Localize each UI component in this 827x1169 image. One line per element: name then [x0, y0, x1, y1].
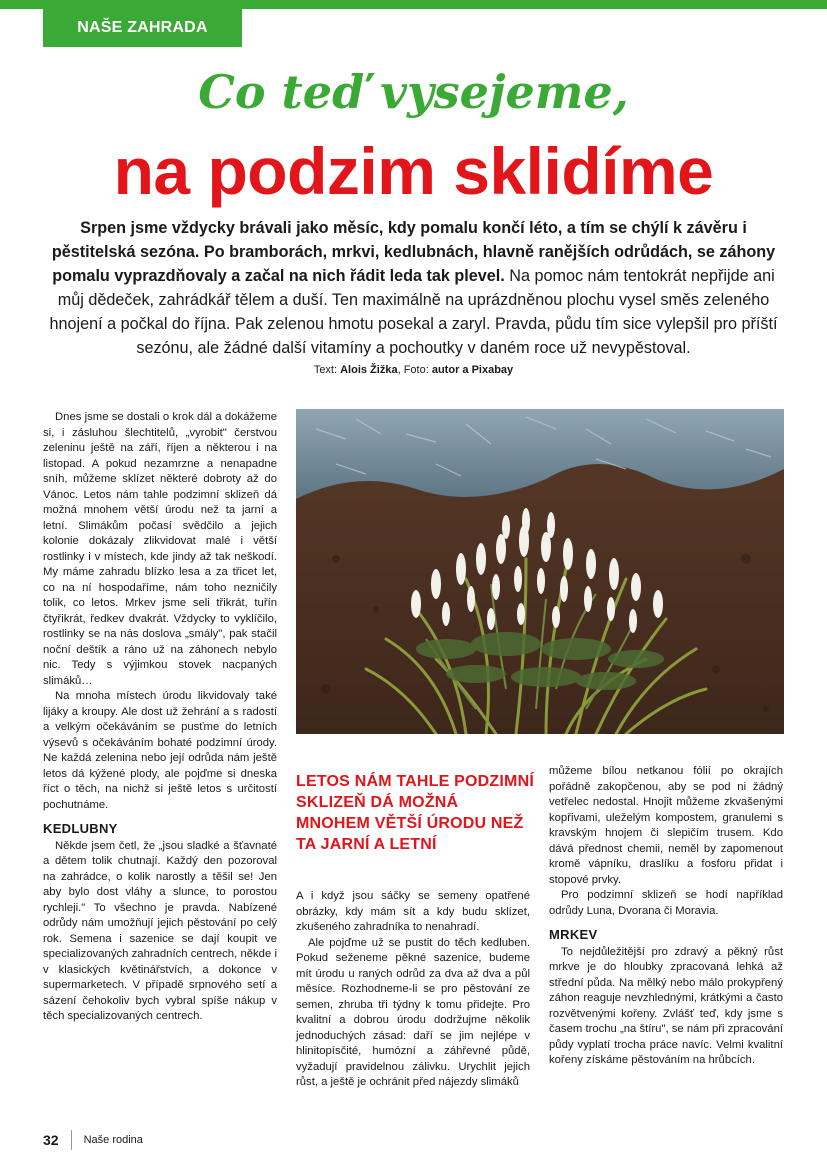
col2-paragraph-2: Ale pojďme už se pustit do těch kedluben. Pokud seženeme pěkné sazenice, budeme mít úrodu u raných odrůd za dva až dva a půl měsíce. Rozhodneme-li se pro pěstování ze semen, zhruba tři týdny k tomu přidejte. Pro kvalitní a dobrou úrodu dodržujme několik jednoduchých zásad: daří se jim nejlépe v hlinitopísčité, humózní a záhřevné půdě, vyžadují pravidelnou zálivku. Urychlit jejich růst, a ještě je ochránit před nájezdy slimáků — [296, 936, 530, 1088]
col2-paragraph-1: A i když jsou sáčky se semeny opatřené obrázky, kdy mám sít a kdy budu sklízet, zkušeného zahradníka to nenahradí. — [296, 890, 530, 933]
veronica-plant-photo — [296, 409, 784, 734]
lead-bold: Srpen jsme vždycky brávali jako měsíc, kdy pomalu končí léto, a tím se chýlí k závěru i pěstitelská sezóna. Po bramborách, mrkvi, kedlubnách, hlavně ranějších odrůdách, se záhony pomalu vyprazdňovaly a začal na nich řádit leda tak plevel. — [51, 219, 776, 285]
col1-paragraph-3: Někde jsem četl, že „jsou sladké a šťavnaté a dětem tolik chutnají. Každý den pozoroval na zahrádce, o kolik narostly a těšil se! Jen aby bylo dost vláhy a slunce, to porostou rychleji." To všechno je pravda. Nabízené odrůdy nám umožňují jejich pěstování po celý rok. Semena i sazenice se dají koupit ve specializovaných zahradních centrech, někde i v klasických květinářstvích, a dokonce v supermarketech. V případě srpnového setí a sázení čehokoliv bych vybral spíše nákup v těch specializovaných centrech. — [43, 839, 277, 1022]
lead-regular: Na pomoc nám tentokrát nepřijde ani můj dědeček, zahrádkář tělem a duší. Ten maximálně na uprázdněnou plochu vysel směs zeleného hnojení a počkal do října. Pak zelenou hmotu posekal a zaryl. Pravda, půdu tím sice vylepšil pro příští sezónu, ale žádné další vitamíny a pochoutky v daném roce už nevypěstoval. — [49, 267, 778, 357]
subheading-kedlubny: KEDLUBNY — [43, 821, 118, 836]
column-1 — [43, 410, 277, 1025]
credit-line: Text: Alois Žižka, Foto: autor a Pixabay — [313, 364, 514, 376]
footer-divider — [71, 1130, 72, 1150]
col3-paragraph-3: To nejdůležitější pro zdravý a pěkný růst mrkve je do hloubky zpracovaná lehká až střední půda. Na mělký nebo málo prokypřený záhon reaguje nevzhlednými, krátkými a často rozvětvenými kořeny. Zvlášť teď, kdy jsme s časem trochu „na štíru", se nám při zpracování půdy vyplatí trocha práce navíc. Velmi kvalitní kořeny získáme pěstováním na hrůbcích. — [549, 945, 783, 1066]
magazine-name: Naše rodina — [83, 1134, 143, 1146]
credit-photo-label: Foto: — [403, 364, 429, 376]
subheading-mrkev: MRKEV — [549, 927, 598, 942]
col1-paragraph-2: Na mnoha místech úrodu likvidovaly také lijáky a kroupy. Ale dost už žehrání a s radostí a velkým očekáváním se pusťme do letních výsevů s očekáváním bohaté podzimní úrody. Ne každá zelenina nebo její odrůda nám ještě letos dá kýžené plody, ale pojďme si dneska říct o těch, na nichž si ještě letos s určitostí pochutnáme. — [43, 690, 277, 811]
section-tag: NAŠE ZAHRADA — [43, 9, 242, 47]
title-line-2: na podzim sklidíme — [113, 134, 714, 208]
page-number: 32 — [43, 1132, 59, 1148]
title-line-1: Co teď vysejeme, — [198, 65, 629, 119]
page-footer — [43, 1130, 143, 1150]
col3-paragraph-1: můžeme bílou netkanou fólií po okrajích pořádně zakopčenou, aby se pod ni žádný vetřelec nedostal. Hnojit můžeme zkvašenými kopřivami, uleželým kompostem, granulemi s kravským hnojem či slepičím trusem. Kdo dává přednost chemii, neměl by zapomenout kromě vápníku, draslíku a fosforu přidat i stopové prvky. — [549, 765, 783, 886]
top-accent-bar — [0, 0, 827, 9]
col3-paragraph-2: Pro podzimní sklizeň se hodí například odrůdy Luna, Dvorana či Moravia. — [549, 889, 783, 917]
credit-author: Alois Žižka — [340, 364, 398, 376]
lead-paragraph — [40, 216, 787, 360]
credit-photo: autor a Pixabay — [431, 364, 514, 376]
column-2 — [296, 889, 530, 1091]
col1-paragraph-1: Dnes jsme se dostali o krok dál a dokážeme si, i zásluhou šlechtitelů, „vyrobit" čerstvou zeleninu ještě na září, říjen a některou i na listopad. A pokud nezamrzne a nenapadne sníh, můžeme sklízet některé dobroty až do Vánoc. Letos nám tahle podzimní sklizeň dá možná mnohem větší úrodu než ta jarní a letní. Slimákům počasí svědčilo a jejich kolonie dokázaly zlikvidovat malé i větší rostlinky i v místech, kde jindy až tak neškodí. My máme zahradu blízko lesa a za třicet let, co na ní hospodaříme, nám toho nezničily tolik, co letos. Mrkev jsme seli třikrát, tuřín čtyřikrát, ředkev dvakrát. Vždycky to vyklíčilo, rostlinky se na nás doslova „smály", pak stačil noční deštík a ráno už na záhonech nebylo nic. Tedy s výjimkou stovek nacpaných slimáků… — [43, 411, 277, 687]
column-3 — [549, 764, 783, 1069]
pull-quote: LETOS NÁM TAHLE PODZIMNÍ SKLIZEŇ DÁ MOŽNÁ MNOHEM VĚTŠÍ ÚRODU NEŽ TA JARNÍ A LETNÍ — [296, 773, 534, 853]
credit-text-label: Text: — [313, 364, 338, 376]
